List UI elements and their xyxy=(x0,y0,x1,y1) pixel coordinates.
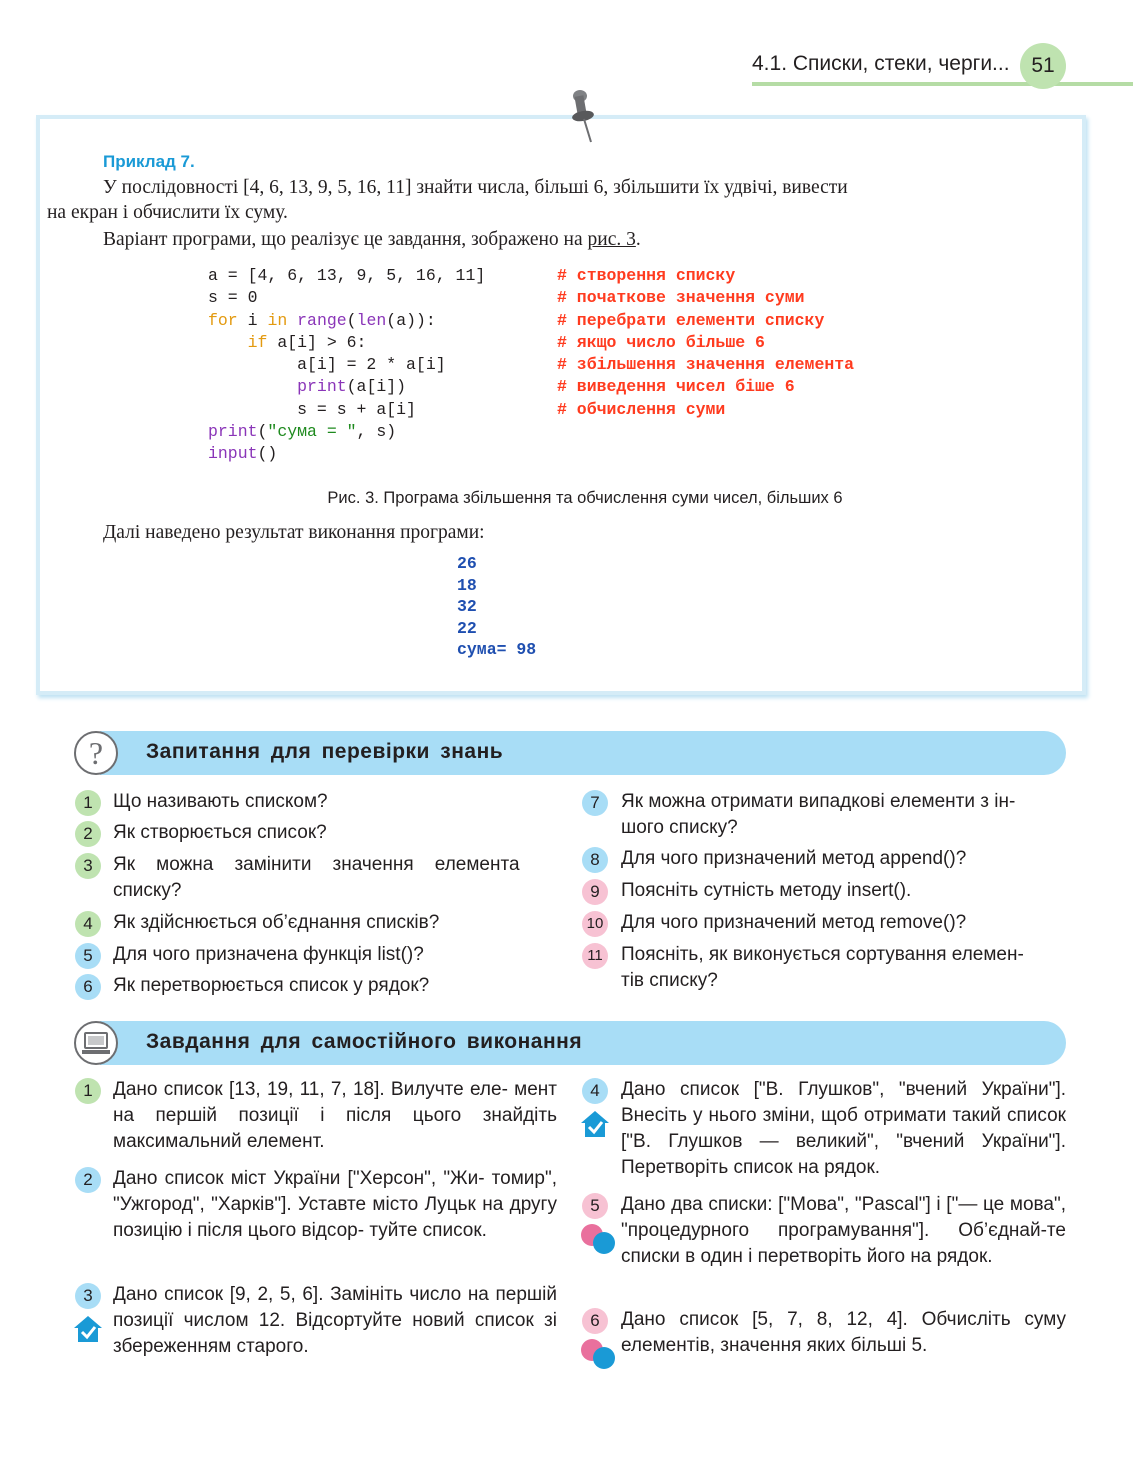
variant-paragraph xyxy=(103,227,641,252)
task-text: Дано список [9, 2, 5, 6]. Замініть число на першій позиції числом 12. Відсортуйте новий список зі збереженням старого. xyxy=(113,1284,557,1357)
question-number-badge: 2 xyxy=(75,821,101,847)
code-line: s = s + a[i] xyxy=(208,399,416,419)
task-text: Дано список [5, 7, 8, 12, 4]. Обчисліть суму елементів, значення яких більші 5. xyxy=(621,1309,1066,1356)
code-line: a[i] = 2 * a[i] xyxy=(208,355,446,375)
task-number-badge: 6 xyxy=(582,1308,608,1334)
code-line: a = [4, 6, 13, 9, 5, 16, 11] xyxy=(208,266,486,285)
question-mark-icon xyxy=(74,731,118,775)
figure-reference-link[interactable]: рис. 3 xyxy=(587,229,636,250)
intro-line: на екран і обчислити їх суму. xyxy=(47,202,288,223)
code-line: if a[i] > 6: xyxy=(247,332,367,352)
example-title: Приклад 7. xyxy=(103,152,195,171)
computer-icon xyxy=(74,1021,118,1065)
intro-line: У послідовності [4, 6, 13, 9, 5, 16, 11] знайти числа, більші 6, збільшити їх удвічі, вивести xyxy=(103,177,848,198)
output-line: 22 xyxy=(457,618,477,638)
svg-text:?: ? xyxy=(88,735,104,771)
question-text: Як перетворюється список у рядок? xyxy=(113,975,430,996)
pair-work-icon xyxy=(580,1222,616,1256)
code-line: for i in range(len(a)): xyxy=(208,310,436,330)
result-intro: Далі наведено результат виконання програми: xyxy=(103,522,485,543)
variant-suffix: . xyxy=(635,229,641,250)
question-number-badge: 7 xyxy=(582,790,608,816)
code-listing xyxy=(208,265,485,466)
code-line: print("сума = ", s) xyxy=(208,422,397,442)
code-comment: # обчислення суми xyxy=(557,399,726,419)
page-number: 51 xyxy=(1020,43,1066,89)
pair-work-icon xyxy=(580,1337,616,1371)
questions-title: Запитання для перевірки знань xyxy=(146,740,504,763)
homework-house-icon xyxy=(73,1314,103,1344)
homework-house-icon xyxy=(580,1109,610,1139)
question-text: Для чого призначений метод remove()? xyxy=(621,912,967,933)
question-text: Поясніть, як виконується сортування елемен- тів списку? xyxy=(621,944,1024,991)
question-number-badge: 4 xyxy=(75,911,101,937)
output-line: 18 xyxy=(457,575,477,595)
task-number-badge: 1 xyxy=(75,1078,101,1104)
header-rule xyxy=(752,82,1133,86)
question-text: Як створюється список? xyxy=(113,822,327,843)
code-comment: # створення списку xyxy=(557,266,736,285)
task-number-badge: 2 xyxy=(75,1167,101,1193)
task-number-badge: 3 xyxy=(75,1283,101,1309)
question-text: Як можна отримати випадкові елементи з ін- шого списку? xyxy=(621,791,1016,838)
question-text: Що називають списком? xyxy=(113,791,328,812)
task-text: Дано два списки: ["Мова", "Pascal"] і ["— це мова", "процедурного програмування"]. Об’єднай-те списки в один і перетворіть його на рядок. xyxy=(621,1194,1066,1267)
task-text: Дано список ["В. Глушков", "вчений України"]. Внесіть у нього зміни, щоб отримати такий список ["В. Глушков — великий", "вчений України"]. Перетворіть список на рядок. xyxy=(621,1079,1066,1178)
code-comments xyxy=(557,265,854,421)
running-title: 4.1. Списки, стеки, черги... xyxy=(752,52,1010,75)
code-line: s = 0 xyxy=(208,288,258,308)
figure-caption: Рис. 3. Програма збільшення та обчислення суми чисел, більших 6 xyxy=(327,489,843,507)
question-text: Поясніть сутність методу insert(). xyxy=(621,880,912,901)
question-number-badge: 11 xyxy=(582,943,608,969)
code-line: input() xyxy=(208,444,278,464)
output-line: 26 xyxy=(457,554,477,573)
question-number-badge: 9 xyxy=(582,879,608,905)
task-number-badge: 5 xyxy=(582,1193,608,1219)
tasks-title: Завдання для самостійного виконання xyxy=(146,1030,583,1053)
question-number-badge: 1 xyxy=(75,790,101,816)
example-intro xyxy=(47,175,1067,225)
code-comment: # перебрати елементи списку xyxy=(557,310,825,330)
pushpin-icon xyxy=(567,88,597,144)
question-text: Для чого призначений метод append()? xyxy=(621,848,967,869)
code-comment: # збільшення значення елемента xyxy=(557,355,855,375)
code-comment: # якщо число більше 6 xyxy=(557,332,765,352)
question-number-badge: 5 xyxy=(75,943,101,969)
question-number-badge: 3 xyxy=(75,853,101,879)
variant-text: Варіант програми, що реалізує це завдання, зображено на xyxy=(103,229,588,250)
program-output xyxy=(457,553,536,661)
question-text: Як здійснюється об’єднання списків? xyxy=(113,912,440,933)
code-comment: # виведення чисел біше 6 xyxy=(557,377,795,397)
question-text: Для чого призначена функція list()? xyxy=(113,944,424,965)
question-number-badge: 10 xyxy=(582,911,608,937)
output-line: сума= 98 xyxy=(457,640,537,659)
output-line: 32 xyxy=(457,597,477,616)
question-number-badge: 8 xyxy=(582,847,608,873)
question-number-badge: 6 xyxy=(75,974,101,1000)
question-text: Як можна замінити значення елемента списку? xyxy=(113,854,520,901)
task-number-badge: 4 xyxy=(582,1078,608,1104)
code-line: print(a[i]) xyxy=(297,377,407,397)
task-text: Дано список [13, 19, 11, 7, 18]. Вилучте еле- мент на першій позиції і після цього знайдіть максимальний елемент. xyxy=(113,1079,557,1152)
code-comment: # початкове значення суми xyxy=(557,288,805,308)
task-text: Дано список міст України ["Херсон", "Жи- томир", "Ужгород", "Харків"]. Уставте місто Луцьк на другу позицію і після цього відсор- туйте список. xyxy=(113,1168,557,1241)
